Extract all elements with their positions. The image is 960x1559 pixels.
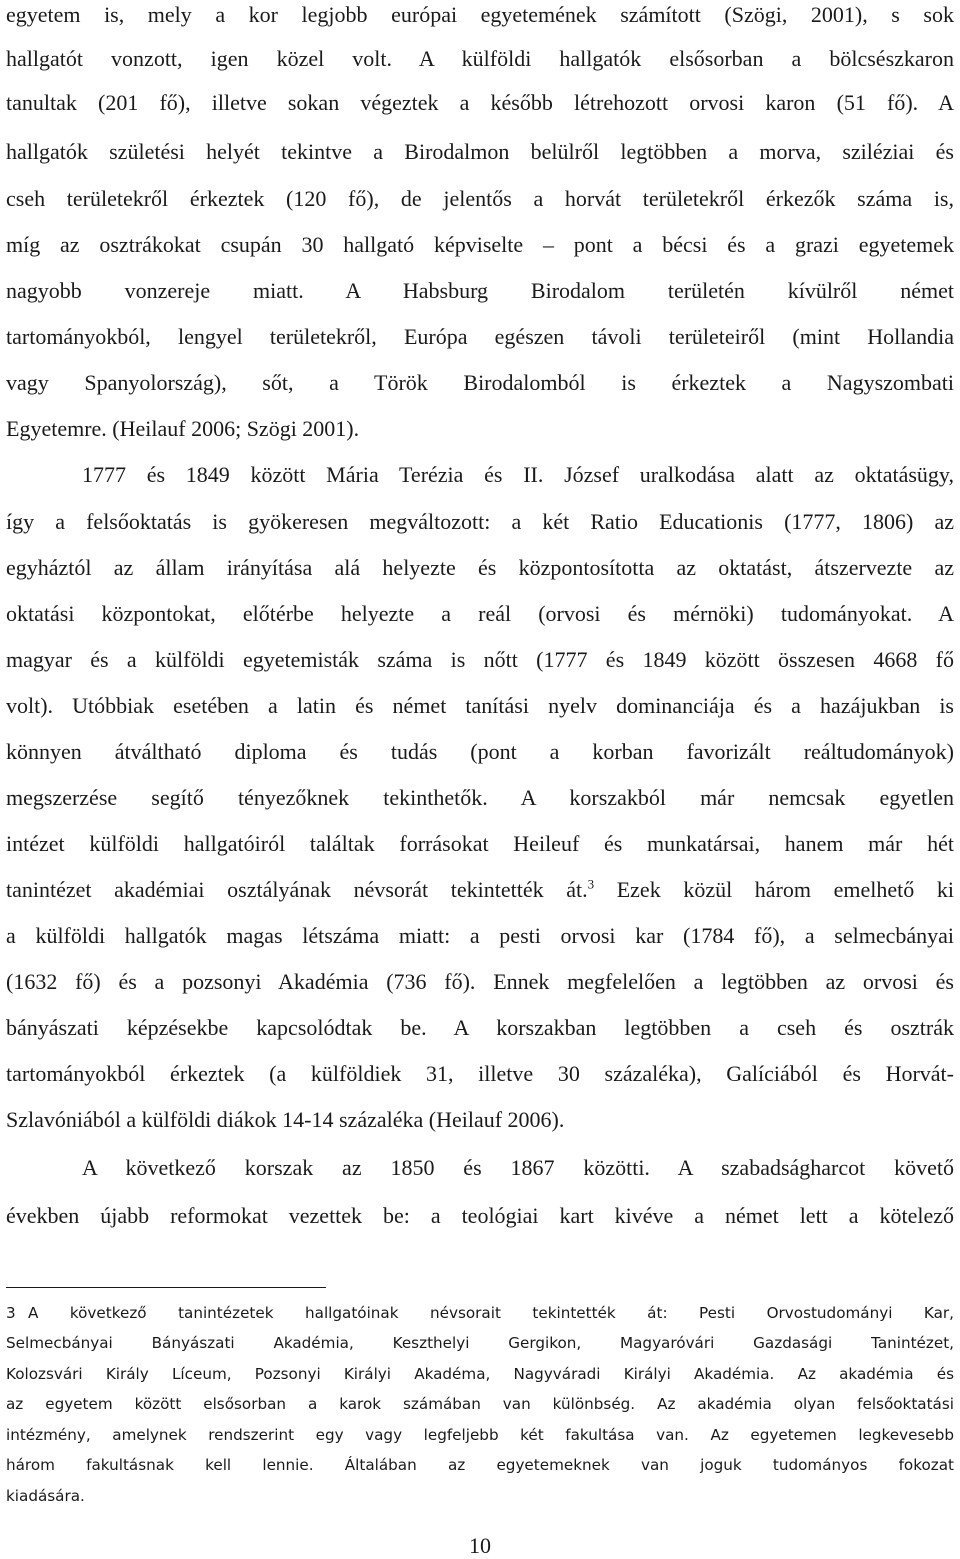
paragraph-first-line: A következő korszak az 1850 és 1867 közötti. A szabadságharcot követő (82, 1155, 954, 1180)
body-line: Szlavóniából a külföldi diákok 14-14 százaléka (Heilauf 2006). (6, 1107, 565, 1132)
body-line: intézet külföldi hallgatóiról találtak forrásokat Heileuf és munkatársai, hanem már hét (6, 831, 954, 856)
body-line: években újabb reformokat vezettek be: a teológiai kart kivéve a német lett a kötelező (6, 1203, 954, 1228)
footnote-line (6, 1302, 954, 1324)
body-line: nagyobb vonzereje miatt. A Habsburg Birodalom területén kívülről német (6, 278, 954, 303)
body-line: könnyen átváltható diploma és tudás (pont a korban favorizált reáltudományok) (6, 739, 954, 764)
body-line: volt). Utóbbiak esetében a latin és német tanítási nyelv dominanciája és a hazájukban is (6, 693, 954, 718)
footnote-line: intézmény, amelynek rendszerint egy vagy legfeljebb két fakultása van. Az egyetemen legkevesebb (6, 1426, 954, 1444)
footnote-line: kiadására. (6, 1487, 85, 1505)
footnote-text: A következő tanintézetek hallgatóinak névsorait tekintették át: Pesti Orvostudományi Kar, (28, 1304, 954, 1322)
body-line: míg az osztrákokat csupán 30 hallgató képviselte – pont a bécsi és a grazi egyetemek (6, 232, 954, 257)
body-line: cseh területekről érkeztek (120 fő), de jelentős a horvát területekről érkezők száma is, (6, 186, 954, 211)
body-line-text: tanintézet akadémiai osztályának névsorát tekintették át. (6, 877, 588, 902)
body-line (6, 875, 954, 905)
footnote-reference[interactable]: 3 (587, 876, 595, 892)
body-line: tanultak (201 fő), illetve sokan végeztek a később létrehozott orvosi karon (51 fő). A (6, 90, 954, 115)
body-line: (1632 fő) és a pozsonyi Akadémia (736 fő). Ennek megfelelően a legtöbben az orvosi és (6, 969, 954, 994)
footnote-line: az egyetem között elsősorban a karok számában van különbség. Az akadémia olyan felsőoktatási (6, 1395, 954, 1413)
body-line: megszerzése segítő tényezőknek tekinthetők. A korszakból már nemcsak egyetlen (6, 785, 954, 810)
body-line: bányászati képzésekbe kapcsolódtak be. A korszakban legtöbben a cseh és osztrák (6, 1015, 954, 1040)
body-line: hallgatót vonzott, igen közel volt. A külföldi hallgatók elsősorban a bölcsészkaron (6, 46, 954, 71)
body-line: a külföldi hallgatók magas létszáma miatt: a pesti orvosi kar (1784 fő), a selmecbányai (6, 923, 954, 948)
body-line: egyháztól az állam irányítása alá helyezte és központosította az oktatást, átszervezte az (6, 555, 954, 580)
footnote-line: három fakultásnak kell lennie. Általában az egyetemeknek van joguk tudományos fokozat (6, 1456, 954, 1474)
paragraph-first-line: 1777 és 1849 között Mária Terézia és II. József uralkodása alatt az oktatásügy, (82, 462, 954, 487)
footnote-number: 3 (6, 1304, 16, 1322)
body-line: vagy Spanyolország), sőt, a Török Birodalomból is érkeztek a Nagyszombati (6, 370, 954, 395)
page-number: 10 (469, 1533, 491, 1558)
body-line: tartományokból érkeztek (a külföldiek 31, illetve 30 százaléka), Galíciából és Horvát- (6, 1061, 954, 1086)
body-line: hallgatók születési helyét tekintve a Birodalmon belülről legtöbben a morva, sziléziai és (6, 139, 954, 164)
footnote-separator (6, 1287, 326, 1288)
body-line: tartományokból, lengyel területekről, Európa egészen távoli területeiről (mint Hollandia (6, 324, 954, 349)
body-line: Egyetemre. (Heilauf 2006; Szögi 2001). (6, 416, 360, 441)
body-line: magyar és a külföldi egyetemisták száma is nőtt (1777 és 1849 között összesen 4668 fő (6, 647, 954, 672)
body-line: oktatási központokat, előtérbe helyezte a reál (orvosi és mérnöki) tudományokat. A (6, 601, 954, 626)
body-line: egyetem is, mely a kor legjobb európai egyetemének számított (Szögi, 2001), s sok (6, 2, 954, 27)
body-line: így a felsőoktatás is gyökeresen megváltozott: a két Ratio Educationis (1777, 1806) az (6, 509, 954, 534)
body-line-text: Ezek közül három emelhető ki (594, 877, 954, 902)
footnote-line: Kolozsvári Király Líceum, Pozsonyi Királyi Akadéma, Nagyváradi Királyi Akadémia. Az akadémia és (6, 1365, 954, 1383)
footnote-line: Selmecbányai Bányászati Akadémia, Keszthelyi Gergikon, Magyaróvári Gazdasági Tanintézet, (6, 1334, 954, 1352)
